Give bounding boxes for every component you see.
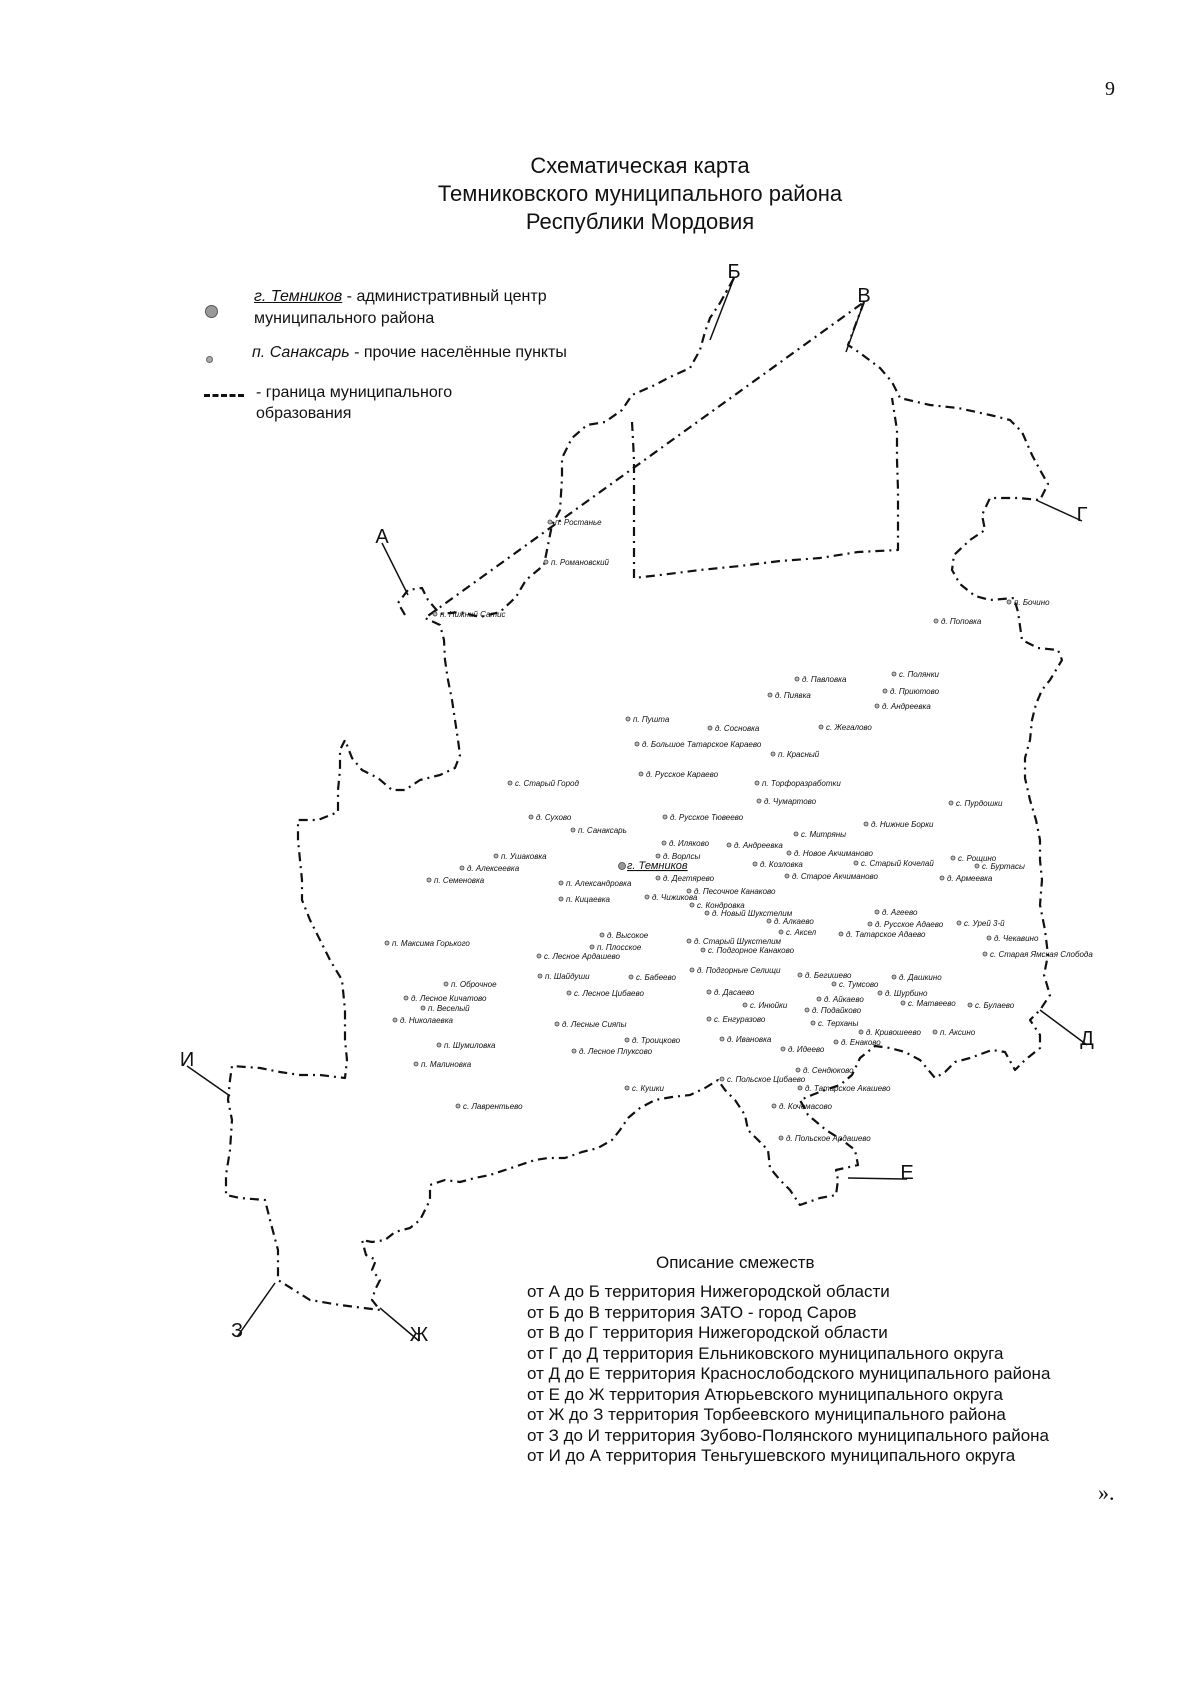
settlement-label: д. Чумартово bbox=[764, 797, 817, 806]
settlement-label: п. Александровка bbox=[566, 879, 632, 888]
settlement-marker bbox=[768, 693, 772, 697]
settlement-label: д. Андреевка bbox=[734, 841, 783, 850]
settlement-marker bbox=[548, 520, 552, 524]
district-boundary bbox=[226, 278, 1062, 1310]
settlement-marker bbox=[687, 889, 691, 893]
settlement-marker bbox=[555, 1022, 559, 1026]
boundary-point-label: Г bbox=[1076, 504, 1088, 526]
legend-admin-center-desc: - административный центр bbox=[342, 288, 547, 305]
adjacency-line-1: от А до Б территория Нижегородской области bbox=[527, 1282, 890, 1301]
settlement-marker bbox=[727, 843, 731, 847]
adjacency-line-7: от Ж до З территория Торбеевского муниципального района bbox=[527, 1405, 1006, 1424]
title-line-1: Схематическая карта bbox=[530, 153, 750, 178]
settlement-label: п. Пушта bbox=[633, 715, 670, 724]
settlement-label: д. Большое Татарское Караево bbox=[642, 740, 762, 749]
settlement-label: д. Дегтярево bbox=[663, 874, 715, 883]
settlement-label: п. Веселый bbox=[428, 1004, 470, 1013]
settlement-label: п. Нижний Сатис bbox=[440, 610, 506, 619]
settlement-marker bbox=[859, 1030, 863, 1034]
settlement-marker bbox=[753, 862, 757, 866]
settlement-label: д. Русское Адаево bbox=[875, 920, 944, 929]
settlement-marker bbox=[625, 1086, 629, 1090]
settlement-label: п. Аксино bbox=[940, 1028, 976, 1037]
settlement-marker bbox=[757, 799, 761, 803]
settlement-marker bbox=[385, 941, 389, 945]
settlement-marker bbox=[798, 973, 802, 977]
settlement-marker bbox=[571, 828, 575, 832]
settlement-label: д. Дашкино bbox=[899, 973, 942, 982]
adjacency-title: Описание смежеств bbox=[656, 1253, 815, 1272]
adjacency-line-3: от В до Г территория Нижегородской области bbox=[527, 1323, 888, 1342]
settlement-label: д. Енаково bbox=[841, 1038, 881, 1047]
settlement-marker bbox=[968, 1003, 972, 1007]
settlement-marker bbox=[817, 997, 821, 1001]
settlement-marker bbox=[949, 801, 953, 805]
settlement-label: п. Торфоразработки bbox=[762, 779, 841, 788]
settlement-marker bbox=[626, 717, 630, 721]
settlement-marker bbox=[868, 922, 872, 926]
settlement-label: д. Нижние Борки bbox=[871, 820, 934, 829]
settlement-label: д. Ворлсы bbox=[663, 852, 701, 861]
settlement-label: с. Польское Цибаево bbox=[727, 1075, 806, 1084]
settlement-label: с. Инюйки bbox=[750, 1001, 788, 1010]
settlement-marker bbox=[544, 560, 548, 564]
settlement-marker bbox=[600, 933, 604, 937]
settlement-marker bbox=[404, 996, 408, 1000]
settlement-marker bbox=[743, 1003, 747, 1007]
page-number: 9 bbox=[1105, 78, 1115, 100]
settlement-marker bbox=[834, 1040, 838, 1044]
settlement-marker bbox=[645, 895, 649, 899]
boundary-point-label: И bbox=[179, 1049, 195, 1071]
settlement-marker bbox=[427, 878, 431, 882]
title-line-2: Темниковского муниципального района bbox=[437, 181, 843, 206]
settlement-label: д. Павловка bbox=[802, 675, 847, 684]
settlement-marker bbox=[537, 954, 541, 958]
settlement-marker bbox=[771, 752, 775, 756]
adjacency-line-5: от Д до Е территория Краснослободского муниципального района bbox=[527, 1364, 1051, 1383]
settlement-marker bbox=[460, 866, 464, 870]
settlement-marker bbox=[559, 881, 563, 885]
settlement-marker bbox=[656, 876, 660, 880]
leader-line-g bbox=[1036, 500, 1082, 521]
settlement-label: с. Старая Ямская Слобода bbox=[990, 950, 1093, 959]
settlement-label: д. Сухово bbox=[536, 813, 572, 822]
settlement-label: д. Высокое bbox=[607, 931, 649, 940]
settlement-label: д. Кривошеево bbox=[866, 1028, 921, 1037]
settlement-marker bbox=[690, 968, 694, 972]
settlement-label: п. Максима Горького bbox=[392, 939, 470, 948]
settlement-label: д. Лесные Сияпы bbox=[562, 1020, 627, 1029]
settlement-marker bbox=[781, 1047, 785, 1051]
settlement-label: д. Чекавино bbox=[994, 934, 1039, 943]
settlement-label: п. Малиновка bbox=[421, 1060, 472, 1069]
settlement-marker bbox=[811, 1021, 815, 1025]
settlement-marker bbox=[933, 1030, 937, 1034]
settlement-marker bbox=[701, 948, 705, 952]
settlement-label: с. Лесное Цибаево bbox=[574, 989, 644, 998]
legend-border-desc-2: образования bbox=[256, 405, 352, 422]
legend-other-name: п. Санаксарь bbox=[252, 344, 350, 361]
settlement-label: д. Сосновка bbox=[715, 724, 760, 733]
settlement-marker bbox=[779, 930, 783, 934]
settlement-marker bbox=[839, 932, 843, 936]
settlement-label: с. Терханы bbox=[818, 1019, 859, 1028]
legend-border-desc-1: - граница муниципального bbox=[256, 384, 453, 401]
settlement-marker bbox=[663, 815, 667, 819]
settlement-label: п. Санаксарь bbox=[578, 826, 627, 835]
leader-line-e bbox=[848, 1178, 907, 1179]
adjacency-line-6: от Е до Ж территория Атюрьевского муниципального округа bbox=[527, 1384, 1003, 1404]
boundary-point-label: В bbox=[857, 285, 871, 307]
settlement-marker bbox=[795, 677, 799, 681]
settlement-marker bbox=[508, 781, 512, 785]
settlement-marker bbox=[957, 921, 961, 925]
inner-enclave-border-line bbox=[632, 398, 898, 578]
settlement-marker bbox=[639, 772, 643, 776]
settlement-label: д. Польское Ардашево bbox=[786, 1134, 871, 1143]
settlement-marker bbox=[494, 854, 498, 858]
settlement-label: д. Агеево bbox=[882, 908, 918, 917]
settlement-marker bbox=[529, 815, 533, 819]
settlement-marker bbox=[796, 1068, 800, 1072]
settlement-label: с. Старый Город bbox=[515, 779, 579, 788]
settlement-marker bbox=[934, 619, 938, 623]
closing-quote-mark: ». bbox=[1098, 1480, 1115, 1505]
adjacency-line-9: от И до А территория Теньгушевского муниципального округа bbox=[527, 1446, 1016, 1465]
settlement-label: с. Жегалово bbox=[826, 723, 872, 732]
settlement-marker bbox=[832, 982, 836, 986]
settlement-label: с. Рощино bbox=[958, 854, 997, 863]
settlement-marker bbox=[720, 1037, 724, 1041]
settlement-label: п. Шайдуши bbox=[545, 972, 590, 981]
settlement-label: с. Лаврентьево bbox=[463, 1102, 523, 1111]
settlement-label: с. Булаево bbox=[975, 1001, 1015, 1010]
settlement-label: п. Оброчное bbox=[451, 980, 497, 989]
boundary-point-label: Д bbox=[1080, 1028, 1094, 1050]
settlement-label: д. Татарское Адаево bbox=[846, 930, 926, 939]
boundary-point-label: З bbox=[230, 1320, 244, 1342]
settlement-label: с. Бабеево bbox=[636, 973, 676, 982]
settlements-layer bbox=[385, 518, 1093, 1143]
settlement-marker bbox=[883, 689, 887, 693]
settlement-marker bbox=[798, 1086, 802, 1090]
settlement-label: с. Урей 3-й bbox=[964, 919, 1005, 928]
settlement-label: д. Козловка bbox=[760, 860, 803, 869]
settlement-label: д. Дасаево bbox=[714, 988, 755, 997]
settlement-marker bbox=[755, 781, 759, 785]
settlement-marker bbox=[892, 672, 896, 676]
settlement-marker bbox=[656, 854, 660, 858]
admin-center-marker bbox=[619, 863, 626, 870]
settlement-marker bbox=[805, 1008, 809, 1012]
title-line-3: Республики Мордовия bbox=[525, 209, 755, 234]
settlement-marker bbox=[785, 874, 789, 878]
legend-admin-center-name: г. Темников bbox=[254, 288, 343, 305]
settlement-label: с. Енгуразово bbox=[714, 1015, 766, 1024]
settlement-marker bbox=[687, 939, 691, 943]
settlement-label: д. Подайково bbox=[812, 1006, 862, 1015]
settlement-label: п. Шумиловка bbox=[444, 1041, 496, 1050]
settlement-marker bbox=[708, 726, 712, 730]
settlement-marker bbox=[572, 1049, 576, 1053]
settlement-label: с. Аксел bbox=[786, 928, 817, 937]
settlement-marker bbox=[983, 952, 987, 956]
settlement-label: п. Красный bbox=[778, 750, 820, 759]
settlement-label: д. Сендюково bbox=[803, 1066, 854, 1075]
settlement-label: д. Новый Шукстелим bbox=[712, 909, 793, 918]
settlement-label: д. Подгорные Селищи bbox=[697, 966, 781, 975]
settlement-marker bbox=[794, 832, 798, 836]
admin-center-label: г. Темников bbox=[627, 860, 688, 872]
settlement-label: с. Тумсово bbox=[839, 980, 879, 989]
boundary-point-label: А bbox=[375, 526, 389, 548]
settlement-label: д. Шурбино bbox=[885, 989, 928, 998]
settlement-label: с. Полянки bbox=[899, 670, 939, 679]
adjacency-line-4: от Г до Д территория Ельниковского муниципального округа bbox=[527, 1343, 1004, 1363]
settlement-label: д. Приютово bbox=[890, 687, 940, 696]
settlement-label: с. Подгорное Канаково bbox=[708, 946, 795, 955]
settlement-label: с. Митряны bbox=[801, 830, 847, 839]
settlement-label: д. Татарское Акашево bbox=[805, 1084, 891, 1093]
boundary-point-label: Е bbox=[900, 1162, 914, 1184]
settlement-label: д. Армеевка bbox=[947, 874, 993, 883]
settlement-marker bbox=[951, 856, 955, 860]
settlement-label: д. Русское Караево bbox=[646, 770, 719, 779]
settlement-label: д. Песочное Канаково bbox=[694, 887, 776, 896]
settlement-marker bbox=[662, 841, 666, 845]
outer-border-line bbox=[226, 278, 1062, 1310]
settlement-marker bbox=[559, 897, 563, 901]
adjacency-line-2: от Б до В территория ЗАТО - город Саров bbox=[527, 1302, 857, 1322]
settlement-label: п. Ростанье bbox=[555, 518, 602, 527]
boundary-point-label: Б bbox=[727, 261, 741, 283]
settlement-label: д. Лесное Кичатово bbox=[411, 994, 487, 1003]
settlement-label: д. Старое Акчиманово bbox=[792, 872, 878, 881]
settlement-marker bbox=[987, 936, 991, 940]
settlement-marker bbox=[625, 1038, 629, 1042]
settlement-marker bbox=[767, 919, 771, 923]
settlement-marker bbox=[590, 945, 594, 949]
settlement-marker bbox=[629, 975, 633, 979]
settlement-label: д. Старый Шукстелим bbox=[694, 937, 782, 946]
settlement-marker bbox=[707, 990, 711, 994]
settlement-marker bbox=[875, 910, 879, 914]
settlement-marker bbox=[456, 1104, 460, 1108]
settlement-label: д. Поповка bbox=[941, 617, 982, 626]
adjacency-line-8: от З до И территория Зубово-Полянского муниципального района bbox=[527, 1425, 1049, 1445]
settlement-marker bbox=[875, 704, 879, 708]
legend-admin-center-desc-2: муниципального района bbox=[254, 310, 435, 327]
settlement-label: п. Ушаковка bbox=[501, 852, 547, 861]
settlement-marker bbox=[787, 851, 791, 855]
settlement-label: д. Андреевка bbox=[882, 702, 931, 711]
settlement-marker bbox=[437, 1043, 441, 1047]
settlement-label: д. Чижикова bbox=[652, 893, 698, 902]
settlement-label: п. Кицаевка bbox=[566, 895, 610, 904]
settlement-label: с. Лесное Ардашево bbox=[544, 952, 621, 961]
settlement-marker bbox=[705, 911, 709, 915]
boundary-point-leaders bbox=[187, 278, 1087, 1341]
settlement-marker bbox=[720, 1077, 724, 1081]
settlement-marker bbox=[772, 1104, 776, 1108]
settlement-label: п. Семеновка bbox=[434, 876, 485, 885]
adjacency-list bbox=[527, 1282, 1050, 1467]
settlement-marker bbox=[707, 1017, 711, 1021]
settlement-label: с. Буртасы bbox=[982, 862, 1025, 871]
settlement-label: д. Иляково bbox=[669, 839, 710, 848]
settlement-marker bbox=[567, 991, 571, 995]
settlement-marker bbox=[444, 982, 448, 986]
settlement-label: д. Алексеевка bbox=[467, 864, 520, 873]
settlement-label: д. Алкаево bbox=[774, 917, 814, 926]
settlement-marker bbox=[940, 876, 944, 880]
settlement-marker bbox=[819, 725, 823, 729]
legend-other-desc: - прочие населённые пункты bbox=[349, 344, 567, 361]
boundary-point-label: Ж bbox=[409, 1324, 429, 1346]
leader-line-b bbox=[710, 278, 734, 340]
settlement-label: д. Бегишево bbox=[805, 971, 852, 980]
settlement-label: д. Идеево bbox=[788, 1045, 825, 1054]
settlement-marker bbox=[878, 991, 882, 995]
settlement-label: д. Новое Акчиманово bbox=[794, 849, 873, 858]
settlement-label: п. Бочино bbox=[1014, 598, 1050, 607]
settlement-marker bbox=[393, 1018, 397, 1022]
settlement-label: д. Айкаево bbox=[824, 995, 864, 1004]
settlement-marker bbox=[421, 1006, 425, 1010]
settlement-label: д. Кочемасово bbox=[779, 1102, 833, 1111]
settlement-marker bbox=[1007, 600, 1011, 604]
settlement-label: д. Лесное Плуксово bbox=[579, 1047, 653, 1056]
settlement-marker bbox=[690, 903, 694, 907]
settlement-label: д. Пиявка bbox=[775, 691, 811, 700]
settlement-marker bbox=[854, 861, 858, 865]
settlement-label: с. Кушки bbox=[632, 1084, 664, 1093]
settlement-marker bbox=[901, 1001, 905, 1005]
settlement-marker bbox=[635, 742, 639, 746]
settlement-marker bbox=[779, 1136, 783, 1140]
settlement-label: д. Троицково bbox=[632, 1036, 681, 1045]
settlement-marker bbox=[433, 612, 437, 616]
settlement-label: с. Кондровка bbox=[697, 901, 745, 910]
settlement-label: п. Плосское bbox=[597, 943, 642, 952]
settlement-label: с. Старый Кочелай bbox=[861, 859, 934, 868]
settlement-label: с. Пурдошки bbox=[956, 799, 1003, 808]
settlement-marker bbox=[414, 1062, 418, 1066]
settlement-label: с. Матвеево bbox=[908, 999, 956, 1008]
settlement-label: д. Ивановка bbox=[727, 1035, 772, 1044]
settlement-label: д. Русское Тювеево bbox=[670, 813, 744, 822]
settlement-label: п. Романовский bbox=[551, 558, 610, 567]
settlement-marker bbox=[975, 864, 979, 868]
settlement-marker bbox=[538, 974, 542, 978]
settlement-label: д. Николаевка bbox=[400, 1016, 453, 1025]
settlement-marker bbox=[892, 975, 896, 979]
settlement-marker bbox=[864, 822, 868, 826]
leader-line-a bbox=[382, 543, 408, 595]
